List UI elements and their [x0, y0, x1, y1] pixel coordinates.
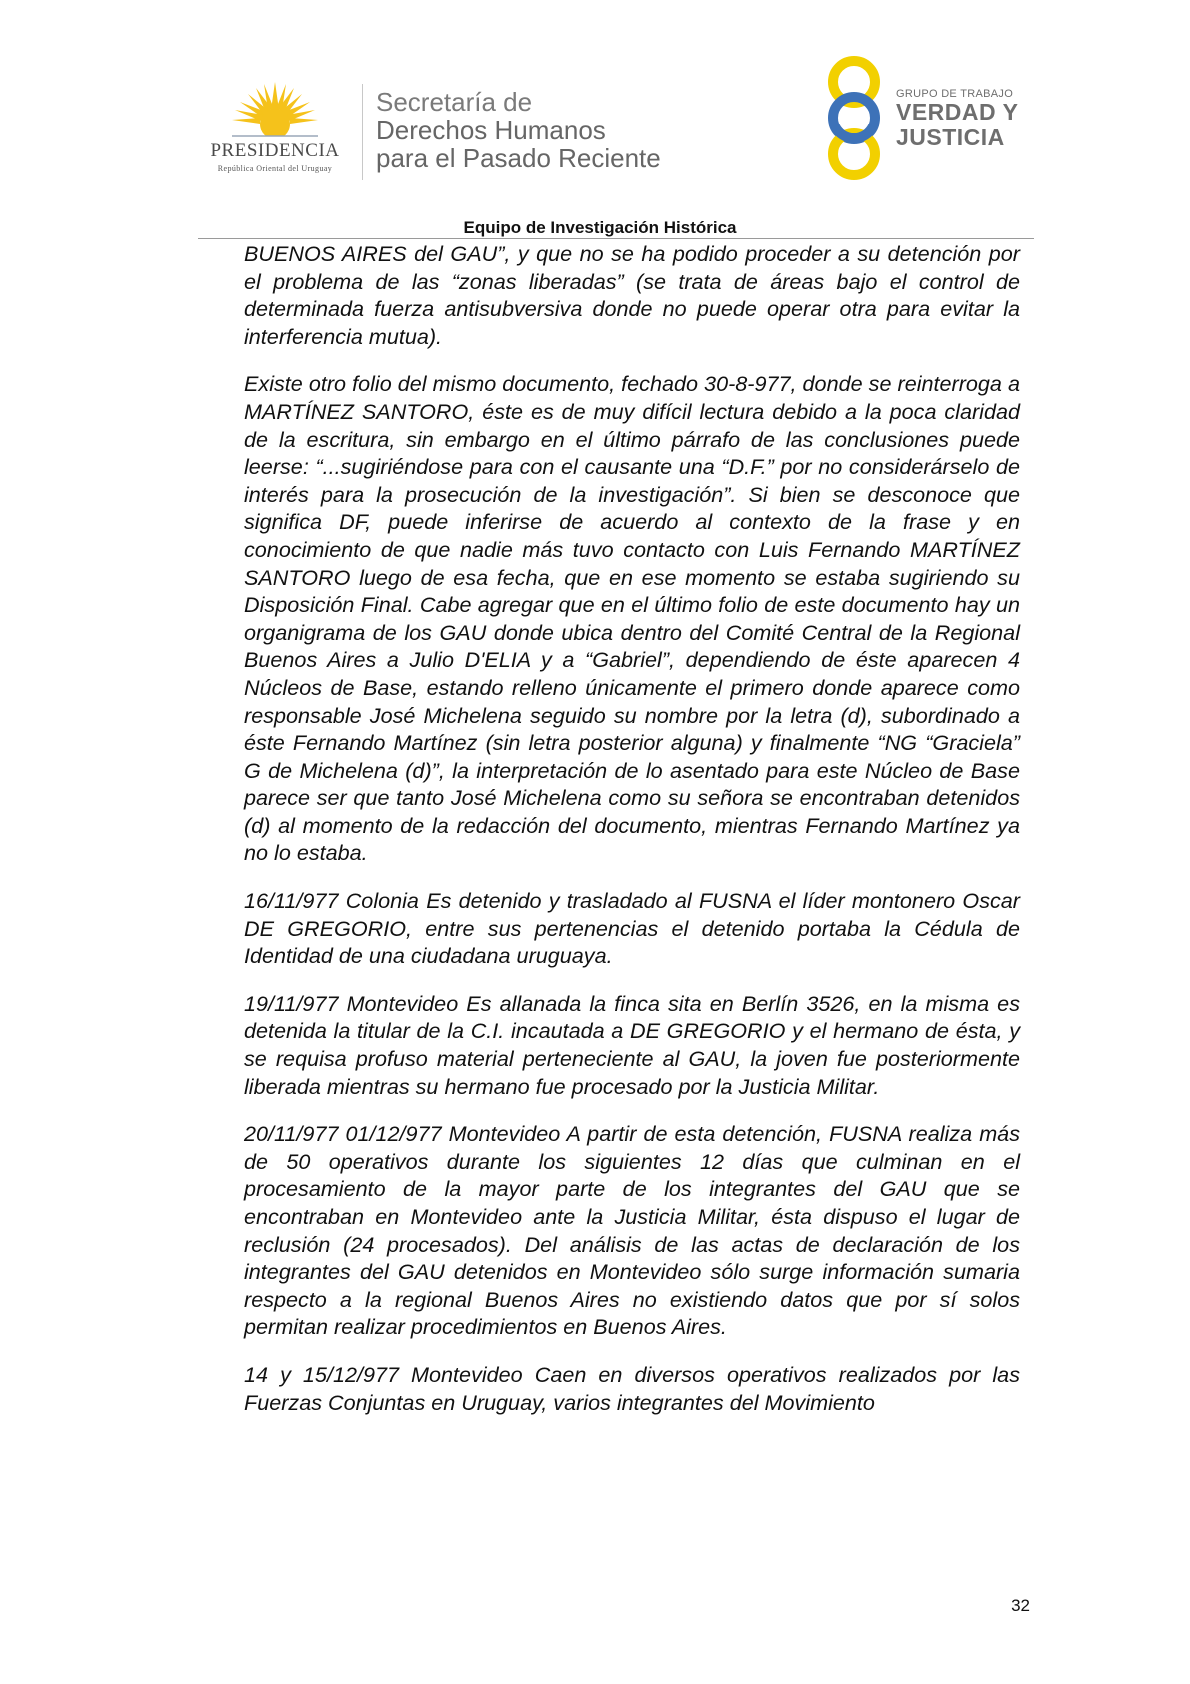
presidencia-name: PRESIDENCIA [210, 140, 340, 161]
secretaria-logo-text [376, 88, 716, 172]
logo-divider [362, 84, 363, 180]
verdad-justicia-text [896, 88, 1046, 150]
presidencia-logo [196, 80, 354, 180]
paragraph: 14 y 15/12/977 Montevideo Caen en diversos operativos realizados por las Fuerzas Conjuntas en Uruguay, varios integrantes del Movimiento [244, 1361, 1020, 1415]
grupo-line-2: VERDAD Y [896, 99, 1019, 125]
paragraph: BUENOS AIRES del GAU”, y que no se ha podido proceder a su detención por el problema de las “zonas liberadas” (se trata de áreas bajo el control de determinada fuerza antisubversiva donde no puede operar otra para evitar la interferencia mutua). [244, 241, 1020, 349]
page-number: 32 [1011, 1596, 1030, 1615]
verdad-justicia-logo [818, 56, 1038, 180]
paragraph: 20/11/977 01/12/977 Montevideo A partir de esta detención, FUSNA realiza más de 50 operativos durante los siguientes 12 días que culminan en el procesamiento de la mayor parte de los integrantes del GAU que se encontraban en Montevideo ante la Justicia Militar, ésta dispuso el lugar de reclusión (24 procesados). Del análisis de las actas de declaración de los integrantes del GAU detenidos en Montevideo sólo surge información sumaria respecto a la regional Buenos Aires no existiendo datos que por sí solos permitan realizar procedimientos en Buenos Aires. [244, 1121, 1020, 1340]
paragraph: Existe otro folio del mismo documento, fechado 30-8-977, donde se reinterroga a MARTÍNEZ SANTORO, éste es de muy difícil lectura debido a la poca claridad de la escritura, sin embargo en el último párrafo de las conclusiones puede leerse: “...sugiriéndose para con el causante una “D.F.” por no considerárselo de interés para la prosecución de la investigación”. Si bien se desconoce que significa DF, puede inferirse de acuerdo al contexto de la frase y en conocimiento de que nadie más tuvo contacto con Luis Fernando MARTÍNEZ SANTORO luego de esa fecha, que en ese momento se estaba sugiriendo su Disposición Final. Cabe agregar que en el último folio de este documento hay un organigrama de los GAU donde ubica dentro del Comité Central de la Regional Buenos Aires a Julio D'ELIA y a “Gabriel”, dependiendo de éste aparecen 4 Núcleos de Base, estando relleno únicamente el primero donde aparece como responsable José Michelena seguido su nombre por la letra (d), subordinado a éste Fernando Martínez (sin letra posterior alguna) y finalmente “NG “Graciela” G de Michelena (d)”, la interpretación de lo asentado para este Núcleo de Base parece ser que tanto José Michelena como su señora se encontraban detenidos (d) al momento de la redacción del documento, mientras Fernando Martínez ya no lo estaba. [244, 371, 1020, 866]
team-title: Equipo de Investigación Histórica [463, 218, 737, 237]
rings-icon [818, 56, 890, 180]
grupo-line-1: GRUPO DE TRABAJO [896, 88, 1014, 100]
presidencia-subtitle: República Oriental del Uruguay [217, 164, 333, 173]
secretaria-line-3: para el Pasado Reciente [376, 143, 661, 173]
grupo-line-3: JUSTICIA [896, 124, 1005, 150]
secretaria-line-2: Derechos Humanos [376, 115, 606, 145]
page-header [0, 0, 1190, 240]
paragraph: 19/11/977 Montevideo Es allanada la finca sita en Berlín 3526, en la misma es detenida la titular de la C.I. incautada a DE GREGORIO y el hermano de ésta, y se requisa profuso material perteneciente al GAU, la joven fue posteriormente liberada mientras su hermano fue procesado por la Justicia Militar. [244, 990, 1020, 1099]
header-rule [198, 238, 1034, 239]
secretaria-line-1: Secretaría de [376, 87, 533, 117]
paragraph: 16/11/977 Colonia Es detenido y trasladado al FUSNA el líder montonero Oscar DE GREGORIO, entre sus pertenencias el detenido portaba la Cédula de Identidad de una ciudadana uruguaya. [244, 888, 1020, 969]
document-body [244, 240, 1020, 1436]
